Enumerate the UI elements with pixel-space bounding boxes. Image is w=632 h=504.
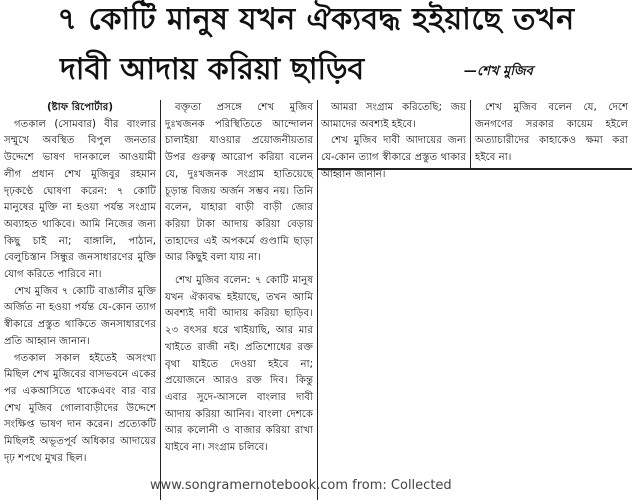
headline-line-1: ৭ কোটি মানুষ যখন ঐক্যবদ্ধ হইয়াছে তখন bbox=[57, 2, 575, 37]
byline: —শেখ মুজিব bbox=[464, 64, 533, 79]
watermark: www.songramernotebook.com from: Collected bbox=[150, 478, 452, 493]
article-column-4 bbox=[475, 100, 628, 166]
paragraph: শেখ মুজিব দাবী আদায়ের জন্য যে-কোন ত্যাগ স্বীকারে প্রস্তুত থাকার আহ্বান জানান। bbox=[321, 135, 466, 180]
article-column-2 bbox=[165, 100, 313, 500]
paragraph: গতকাল সকাল হইতেই অসংখ্য মিছিল শেখ মুজিবের বাসভবনে একের পর একআসিতে থাকেএবং বার বার শেখ মুজিব গোলাবাড়ীদের উদ্দেশে সংক্ষিপ্ত ভাষণ দান করেন। প্রত্যেকটি মিছিলই অভূতপূর্ব অধিকার আদায়ের দৃঢ় শপথে মুখর ছিল। bbox=[4, 352, 156, 464]
paragraph: শেখ মুজিব ৭ কোটি বাঙালীর মুক্তি অর্জিত না হওয়া পর্যন্ত যে-কোন ত্যাগ স্বীকারে প্রস্তুত থাকিতে জনসাধারণের প্রতি আহ্বান জানান। bbox=[4, 285, 156, 347]
article-column-3 bbox=[321, 100, 466, 180]
paragraph: শেখ মুজিব বলেন যে, দেশে জনগণের সরকার কায়েম হইলে অত্যাচারীদের কাহাকেও ক্ষমা করা হইবে না। bbox=[475, 102, 628, 164]
paragraph: আমরা সংগ্রাম করিতেছি; জয় আমাদের অবশ্যই হইবে। bbox=[321, 102, 466, 130]
column-rule-2 bbox=[317, 100, 318, 500]
column-rule-3 bbox=[470, 100, 471, 168]
paragraph: গতকাল (সোমবার) বীর বাংলার সম্মুখে অবস্থিত বিপুল জনতার উদ্দেশে ভাষণ দানকালে আওয়ামী লীগ প্রধান শেখ মুজিবুর রহমান দৃঢ়কণ্ঠে ঘোষণা করেন: ৭ কোটি মানুষের মুক্তি না হওয়া পর্যন্ত সংগ্রাম অব্যাহত থাকিবে। আমি নিজের জন্য কিছু চাই না; বাঙ্গালি, পাঠান, বেলুচিস্তান সিন্ধুর জনসাধারণের মুক্তি যোগ করিতে পারিবে না। bbox=[4, 118, 156, 281]
dateline: (ষ্টাফ রিপোর্টার) bbox=[47, 102, 113, 113]
article-column-1 bbox=[4, 100, 156, 500]
column-rule-1 bbox=[160, 100, 161, 500]
paragraph: শেখ মুজিব বলেন: ৭ কোটি মানুষ যখন ঐক্যবদ্ধ হইয়াছে, তখন আমি অবশ্যই দাবী আদায় করিয়া ছাড়িব। ২৩ বৎসর ধরে খাইয়াছি, আর মার খাইতে রাজী নই। প্রতিশোধের রক্ত বৃথা যাইতে দেওয়া হইবে না; প্রয়োজনে আরও রক্ত দিব। কিন্তু এবার সুদে-আসলে বাংলার দাবী আদায় করিয়া আনিব। বাংলা দেশকে আর কলোনী ও বাজার করিয়া রাখা যাইবে না। সংগ্রাম চলিবে। bbox=[165, 275, 313, 454]
paragraph: বক্তৃতা প্রসঙ্গে শেখ মুজিব দুঃখজনক পরিস্থিতিতে আন্দোলন চালাইয়া যাওয়ার প্রয়োজনীয়তার উপর গুরুত্ব আরোপ করিয়া বলেন যে, দুঃখজনক সংগ্রাম হাতিয়েছে চূড়ান্ত বিজয় অর্জন সম্ভব নয়। তিনি বলেন, যাহারা বাড়ী বাড়ী জোর করিয়া টাকা আদায় করিয়া বেড়ায় তাহাদের এই অপকর্মে গুণ্ডামি ছাড়া আর কিছুই বলা যায় না। bbox=[165, 102, 313, 264]
headline-line-2: দাবী আদায় করিয়া ছাড়িব bbox=[60, 52, 365, 87]
